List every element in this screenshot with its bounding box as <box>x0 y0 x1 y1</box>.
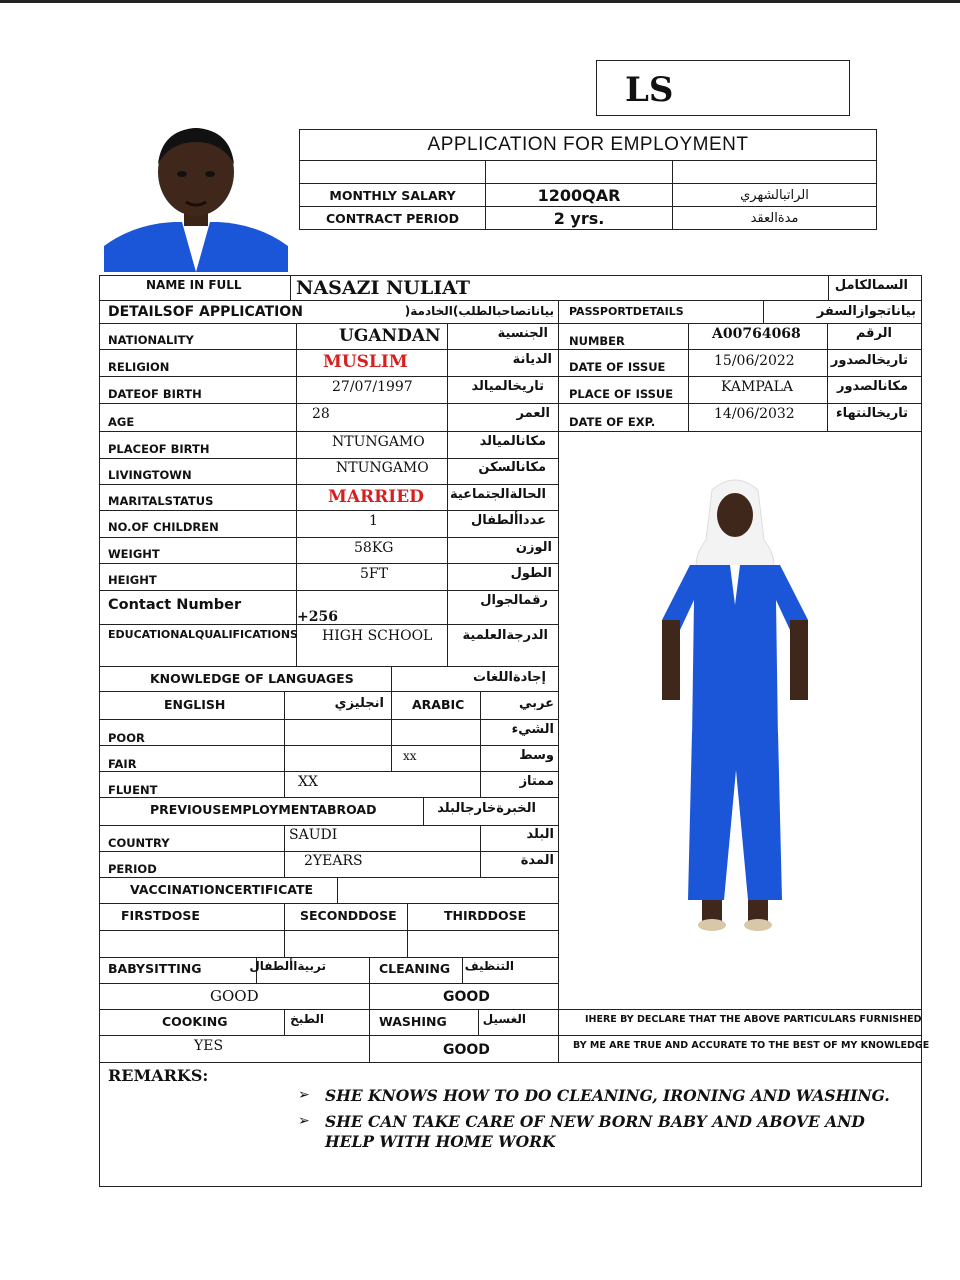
livingtown-label-ar: مكانالسكن <box>478 460 546 475</box>
passport-label: PASSPORTDETAILS <box>569 305 684 318</box>
dob-label: DATEOF BIRTH <box>108 387 202 401</box>
height-label: HEIGHT <box>108 573 157 587</box>
english-header-ar: انجليزي <box>334 696 384 711</box>
cleaning-label-ar: التنظيف <box>464 959 514 973</box>
marital-value: MARRIED <box>328 487 424 507</box>
washing-label-ar: الغسيل <box>482 1012 526 1026</box>
religion-label-ar: الديانة <box>512 352 552 367</box>
babysitting-value: GOOD <box>210 987 259 1005</box>
salary-label: MONTHLY SALARY <box>300 184 486 207</box>
salary-value: 1200QAR <box>486 184 673 207</box>
second-dose-label: SECONDDOSE <box>300 908 397 923</box>
weight-label-ar: الوزن <box>515 540 552 555</box>
pob-label: PLACEOF BIRTH <box>108 442 210 456</box>
religion-label: RELIGION <box>108 360 170 374</box>
marital-label: MARITALSTATUS <box>108 494 214 508</box>
pob-label-ar: مكانالميالد <box>479 434 546 449</box>
details-label: DETAILSOF APPLICATION <box>108 304 303 320</box>
washing-value: GOOD <box>443 1042 490 1058</box>
fair-label: FAIR <box>108 757 137 771</box>
education-value: HIGH SCHOOL <box>322 628 433 644</box>
washing-label: WASHING <box>379 1014 447 1029</box>
passport-number-value: A00764068 <box>712 326 801 342</box>
issue-place-label-ar: مكانالصدور <box>836 379 908 394</box>
fluent-english-mark: XX <box>298 774 318 790</box>
age-label: AGE <box>108 415 135 429</box>
salary-label-ar: الراتبالشهري <box>673 184 877 207</box>
cleaning-label: CLEANING <box>379 961 451 976</box>
full-body-photo <box>660 470 810 940</box>
arabic-header-ar: عربي <box>518 696 554 711</box>
employment-label-ar: الخبرةخارجالبلد <box>437 801 536 816</box>
remarks-label: REMARKS: <box>108 1066 209 1085</box>
name-label: NAME IN FULL <box>146 278 242 292</box>
employment-label: PREVIOUSEMPLOYMENTABROAD <box>150 802 377 817</box>
fluent-label: FLUENT <box>108 783 158 797</box>
babysitting-label: BABYSITTING <box>108 961 202 976</box>
age-value: 28 <box>312 406 330 422</box>
passport-number-label: NUMBER <box>569 334 625 348</box>
expiry-date-value: 14/06/2032 <box>714 406 795 422</box>
religion-value: MUSLIM <box>323 352 408 372</box>
portrait-photo <box>104 124 288 272</box>
contact-label-ar: رقمالجوال <box>480 593 548 608</box>
remark-item: SHE KNOWS HOW TO DO CLEANING, IRONING AND WASHING. <box>325 1086 890 1105</box>
livingtown-label: LIVINGTOWN <box>108 468 192 482</box>
country-value: SAUDI <box>289 827 338 843</box>
passport-label-ar: بياناتجوازالسفر <box>816 304 916 319</box>
country-label: COUNTRY <box>108 836 170 850</box>
reference-code: LS <box>596 60 850 116</box>
issue-date-label: DATE OF ISSUE <box>569 360 666 374</box>
period-label: PERIOD <box>108 862 157 876</box>
english-header: ENGLISH <box>164 697 226 712</box>
name-label-ar: السمالكامل <box>834 278 908 293</box>
cooking-label-ar: الطبخ <box>290 1012 324 1026</box>
poor-label: POOR <box>108 731 145 745</box>
form-title: APPLICATION FOR EMPLOYMENT <box>300 130 877 161</box>
pob-value: NTUNGAMO <box>332 434 425 450</box>
declaration-line2: BY ME ARE TRUE AND ACCURATE TO THE BEST OF MY KNOWLEDGE <box>573 1040 930 1051</box>
issue-place-label: PLACE OF ISSUE <box>569 387 674 401</box>
languages-label: KNOWLEDGE OF LANGUAGES <box>150 671 354 686</box>
height-label-ar: الطول <box>510 566 552 581</box>
top-border <box>0 0 960 3</box>
bullet-arrow-icon: ➢ <box>298 1087 310 1103</box>
fluent-label-ar: ممتاز <box>519 774 554 789</box>
declaration-line1: IHERE BY DECLARE THAT THE ABOVE PARTICULARS FURNISHED <box>585 1014 922 1025</box>
education-label: EDUCATIONALQUALIFICATIONS <box>108 628 298 641</box>
poor-label-ar: الشيء <box>511 722 554 737</box>
children-label: NO.OF CHILDREN <box>108 520 219 534</box>
weight-value: 58KG <box>354 540 394 556</box>
languages-label-ar: إجادةاللغات <box>473 670 546 685</box>
contract-value: 2 yrs. <box>486 207 673 230</box>
contact-value: +256 <box>297 609 338 625</box>
children-label-ar: عدداألطفال <box>470 513 546 528</box>
issue-date-value: 15/06/2022 <box>714 353 795 369</box>
contact-label: Contact Number <box>108 597 242 613</box>
marital-label-ar: الحالةالجتماعية <box>449 487 546 502</box>
issue-date-label-ar: تاريخالصدور <box>830 353 908 368</box>
bullet-arrow-icon: ➢ <box>298 1113 310 1129</box>
cleaning-value: GOOD <box>443 989 490 1005</box>
nationality-label-ar: الجنسية <box>497 326 548 341</box>
height-value: 5FT <box>360 566 388 582</box>
cooking-label: COOKING <box>162 1014 228 1029</box>
children-value: 1 <box>369 513 378 529</box>
nationality-label: NATIONALITY <box>108 333 194 347</box>
cooking-value: YES <box>194 1038 224 1054</box>
contract-label-ar: مدةالعقد <box>673 207 877 230</box>
name-value: NASAZI NULIAT <box>296 277 470 299</box>
country-label-ar: البلد <box>526 827 554 842</box>
contract-label: CONTRACT PERIOD <box>300 207 486 230</box>
fair-arabic-mark: xx <box>403 749 417 763</box>
issue-place-value: KAMPALA <box>721 379 793 395</box>
header-table <box>299 129 877 230</box>
babysitting-label-ar: تربيةاألطفال <box>249 959 326 973</box>
dob-label-ar: تاريخالميالد <box>471 379 544 394</box>
details-label-ar: بياناتصاحبالطلب)الخادمة( <box>404 304 554 318</box>
nationality-value: UGANDAN <box>339 326 441 346</box>
vaccination-label: VACCINATIONCERTIFICATE <box>130 882 314 897</box>
education-label-ar: الدرجةالعلمية <box>462 628 548 643</box>
livingtown-value: NTUNGAMO <box>336 460 429 476</box>
passport-number-label-ar: الرقم <box>855 326 892 341</box>
fair-label-ar: وسط <box>519 748 554 763</box>
dob-value: 27/07/1997 <box>332 379 413 395</box>
arabic-header: ARABIC <box>412 697 465 712</box>
third-dose-label: THIRDDOSE <box>444 908 527 923</box>
age-label-ar: العمر <box>516 406 550 421</box>
remark-item: SHE CAN TAKE CARE OF NEW BORN BABY AND ABOVE AND HELP WITH HOME WORK <box>325 1112 865 1151</box>
expiry-date-label: DATE OF EXP. <box>569 415 656 429</box>
first-dose-label: FIRSTDOSE <box>121 908 200 923</box>
period-label-ar: المدة <box>520 853 554 868</box>
expiry-date-label-ar: تاريخالنتهاء <box>836 406 908 421</box>
period-value: 2YEARS <box>304 853 363 869</box>
weight-label: WEIGHT <box>108 547 160 561</box>
